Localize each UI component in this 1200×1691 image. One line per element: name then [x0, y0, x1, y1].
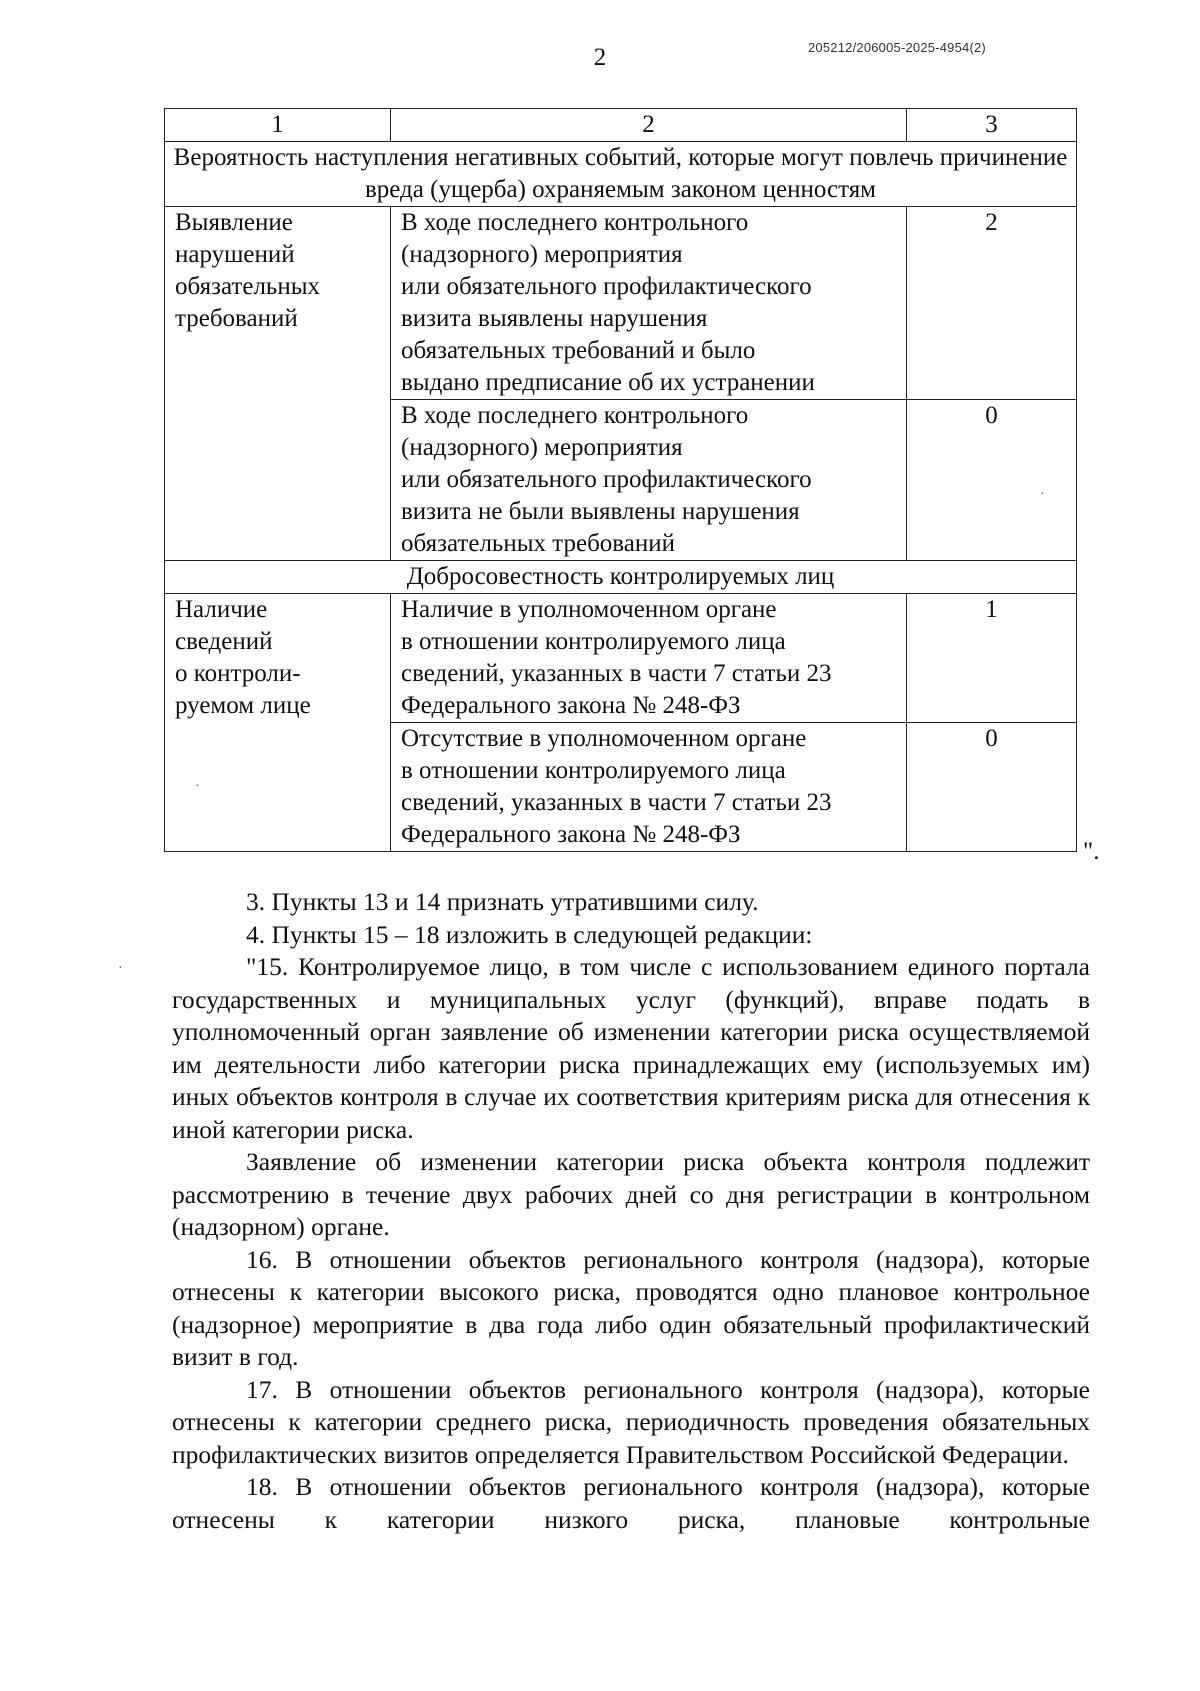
body-text [172, 886, 1090, 1536]
column-header-2: 2 [391, 109, 907, 142]
criterion-score: 1 [907, 594, 1077, 723]
table-section-row [165, 561, 1077, 594]
column-header-1: 1 [165, 109, 391, 142]
section-title-probability: Вероятность наступления негативных событий, которые могут повлечь причинение вреда (ущерба) охраняемым законом ценностям [165, 142, 1077, 207]
criterion-text: В ходе последнего контрольного (надзорного) мероприятия или обязательного профилактического визита выявлены нарушения обязательных требований и было выдано предписание об их устранении [391, 207, 907, 400]
paragraph: "15. Контролируемое лицо, в том числе с использованием единого портала государственных и муниципальных услуг (функций), вправе подать в уполномоченный орган заявление об изменении категории риска осуществляемой им деятельности либо категории риска принадлежащих ему (используемых им) иных объектов контроля в случае их соответствия критериям риска для отнесения к иной категории риска. [172, 952, 1090, 1144]
criterion-text: Отсутствие в уполномоченном органе в отношении контролируемого лица сведений, указанных в части 7 статьи 23 Федерального закона № 248-ФЗ [391, 723, 907, 852]
scan-speck: · [1040, 487, 1045, 502]
scan-speck: · [195, 779, 200, 794]
paragraph: 16. В отношении объектов регионального контроля (надзора), которые отнесены к категории высокого риска, проводятся одно плановое контрольное (надзорное) мероприятие в два года либо один обязательный профилактический визит в год. [172, 1244, 1090, 1371]
table-section-row [165, 142, 1077, 207]
column-header-3: 3 [907, 109, 1077, 142]
criterion-score: 0 [907, 400, 1077, 561]
paragraph: Заявление об изменении категории риска объекта контроля подлежит рассмотрению в течение двух рабочих дней со дня регистрации в контрольном (надзорном) органе. [172, 1147, 1090, 1241]
criterion-score: 2 [907, 207, 1077, 400]
document-id: 205212/206005-2025-4954(2) [808, 40, 986, 55]
paragraph: 18. В отношении объектов регионального контроля (надзора), которые отнесены к категории низкого риска, плановые контрольные [172, 1472, 1090, 1534]
table-row [165, 594, 1077, 723]
row-label-information: Наличие сведений о контроли- руемом лице [165, 594, 391, 852]
paragraph: 17. В отношении объектов регионального контроля (надзора), которые отнесены к категории среднего риска, периодичность проведения обязательных профилактических визитов определяется Правительством Российской Федерации. [172, 1374, 1090, 1469]
closing-quote-mark: ". [1083, 838, 1100, 865]
page-number: 2 [593, 44, 607, 71]
table-header-row [165, 109, 1077, 142]
criterion-score: 0 [907, 723, 1077, 852]
risk-criteria-table [164, 108, 1077, 852]
scan-speck: · [118, 961, 123, 976]
section-title-integrity: Добросовестность контролируемых лиц [165, 561, 1077, 594]
criterion-text: В ходе последнего контрольного (надзорного) мероприятия или обязательного профилактического визита не были выявлены нарушения обязательных требований [391, 400, 907, 561]
paragraph: 3. Пункты 13 и 14 признать утратившими силу. [246, 887, 759, 916]
table-row [165, 207, 1077, 400]
row-label-violations: Выявление нарушений обязательных требований [165, 207, 391, 561]
criterion-text: Наличие в уполномоченном органе в отношении контролируемого лица сведений, указанных в части 7 статьи 23 Федерального закона № 248-ФЗ [391, 594, 907, 723]
paragraph: 4. Пункты 15 – 18 изложить в следующей редакции: [246, 919, 813, 949]
